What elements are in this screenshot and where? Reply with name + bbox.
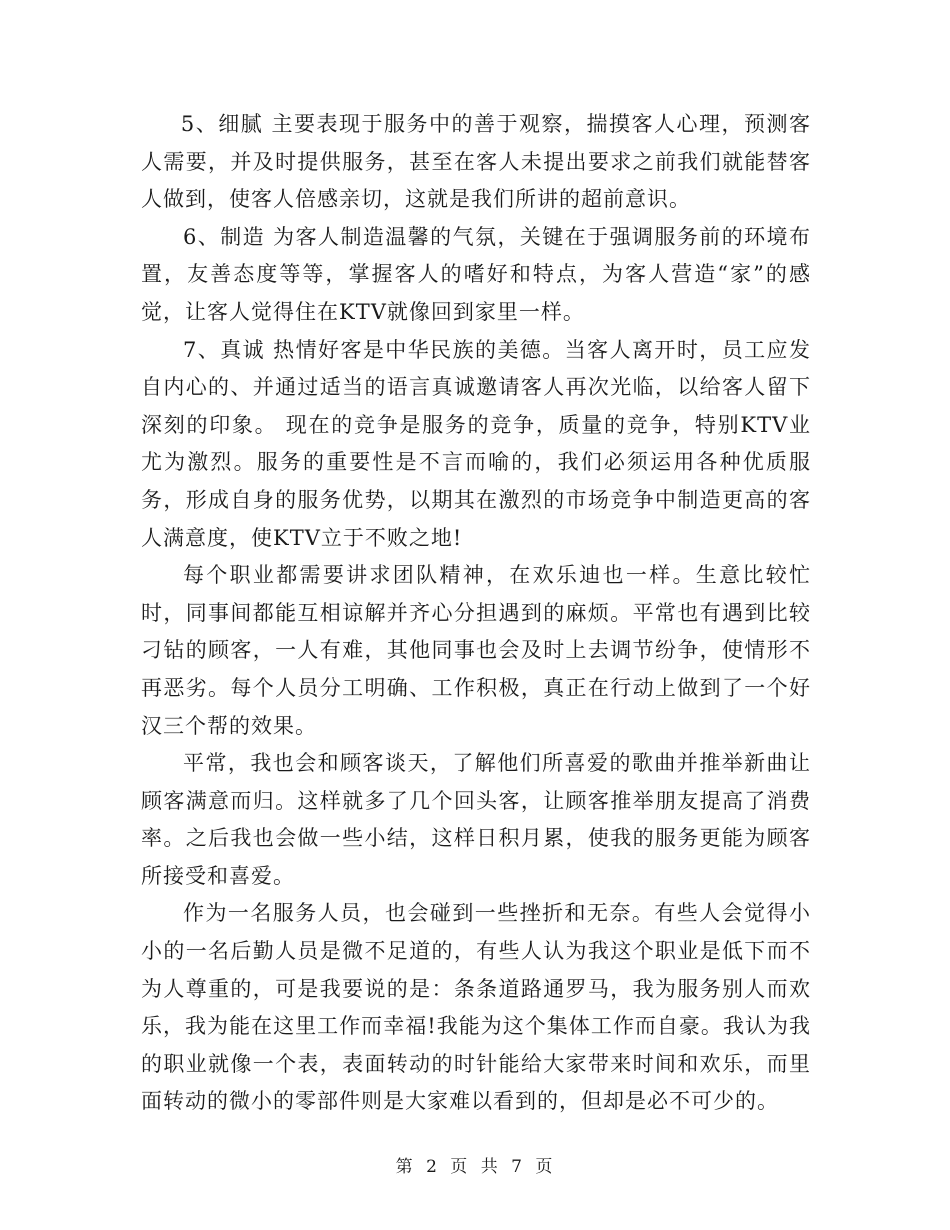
paragraph-item-7: 7、真诚 热情好客是中华民族的美德。当客人离开时，员工应发自内心的、并通过适当的语言真诚邀请客人再次光临，以给客人留下深刻的印象。 现在的竞争是服务的竞争，质量的竞争，特别KTV业尤为激烈。服务的重要性是不言而喻的，我们必须运用各种优质服务，形成自身的服务优势，以期其在激烈的市场竞争中制造更高的客人满意度，使KTV立于不败之地! bbox=[141, 337, 811, 550]
paragraph-teamwork: 每个职业都需要讲求团队精神，在欢乐迪也一样。生意比较忙时，同事间都能互相谅解并齐心分担遇到的麻烦。平常也有遇到比较刁钻的顾客，一人有难，其他同事也会及时上去调节纷争，使情形不再恶劣。每个人员分工明确、工作积极，真正在行动上做到了一个好汉三个帮的效果。 bbox=[141, 563, 811, 738]
paragraph-item-6: 6、制造 为客人制造温馨的气氛，关键在于强调服务前的环境布置，友善态度等等，掌握客人的嗜好和特点，为客人营造“家”的感觉，让客人觉得住在KTV就像回到家里一样。 bbox=[141, 224, 811, 324]
page-number-footer: 第 2 页 共 7 页 bbox=[395, 1157, 555, 1177]
paragraph-reflection: 作为一名服务人员，也会碰到一些挫折和无奈。有些人会觉得小小的一名后勤人员是微不足道的，有些人认为我这个职业是低下而不为人尊重的，可是我要说的是：条条道路通罗马，我为服务别人而欢乐，我为能在这里工作而幸福!我能为这个集体工作而自豪。我认为我的职业就像一个表，表面转动的时针能给大家带来时间和欢乐，而里面转动的微小的零部件则是大家难以看到的，但却是必不可少的。 bbox=[141, 901, 811, 1114]
paragraph-item-5: 5、细腻 主要表现于服务中的善于观察，揣摸客人心理，预测客人需要，并及时提供服务，甚至在客人未提出要求之前我们就能替客人做到，使客人倍感亲切，这就是我们所讲的超前意识。 bbox=[141, 112, 811, 212]
document-body bbox=[141, 106, 811, 1121]
paragraph-customers: 平常，我也会和顾客谈天，了解他们所喜爱的歌曲并推举新曲让顾客满意而归。这样就多了几个回头客，让顾客推举朋友提高了消费率。之后我也会做一些小结，这样日积月累，使我的服务更能为顾客所接受和喜爱。 bbox=[141, 751, 811, 888]
